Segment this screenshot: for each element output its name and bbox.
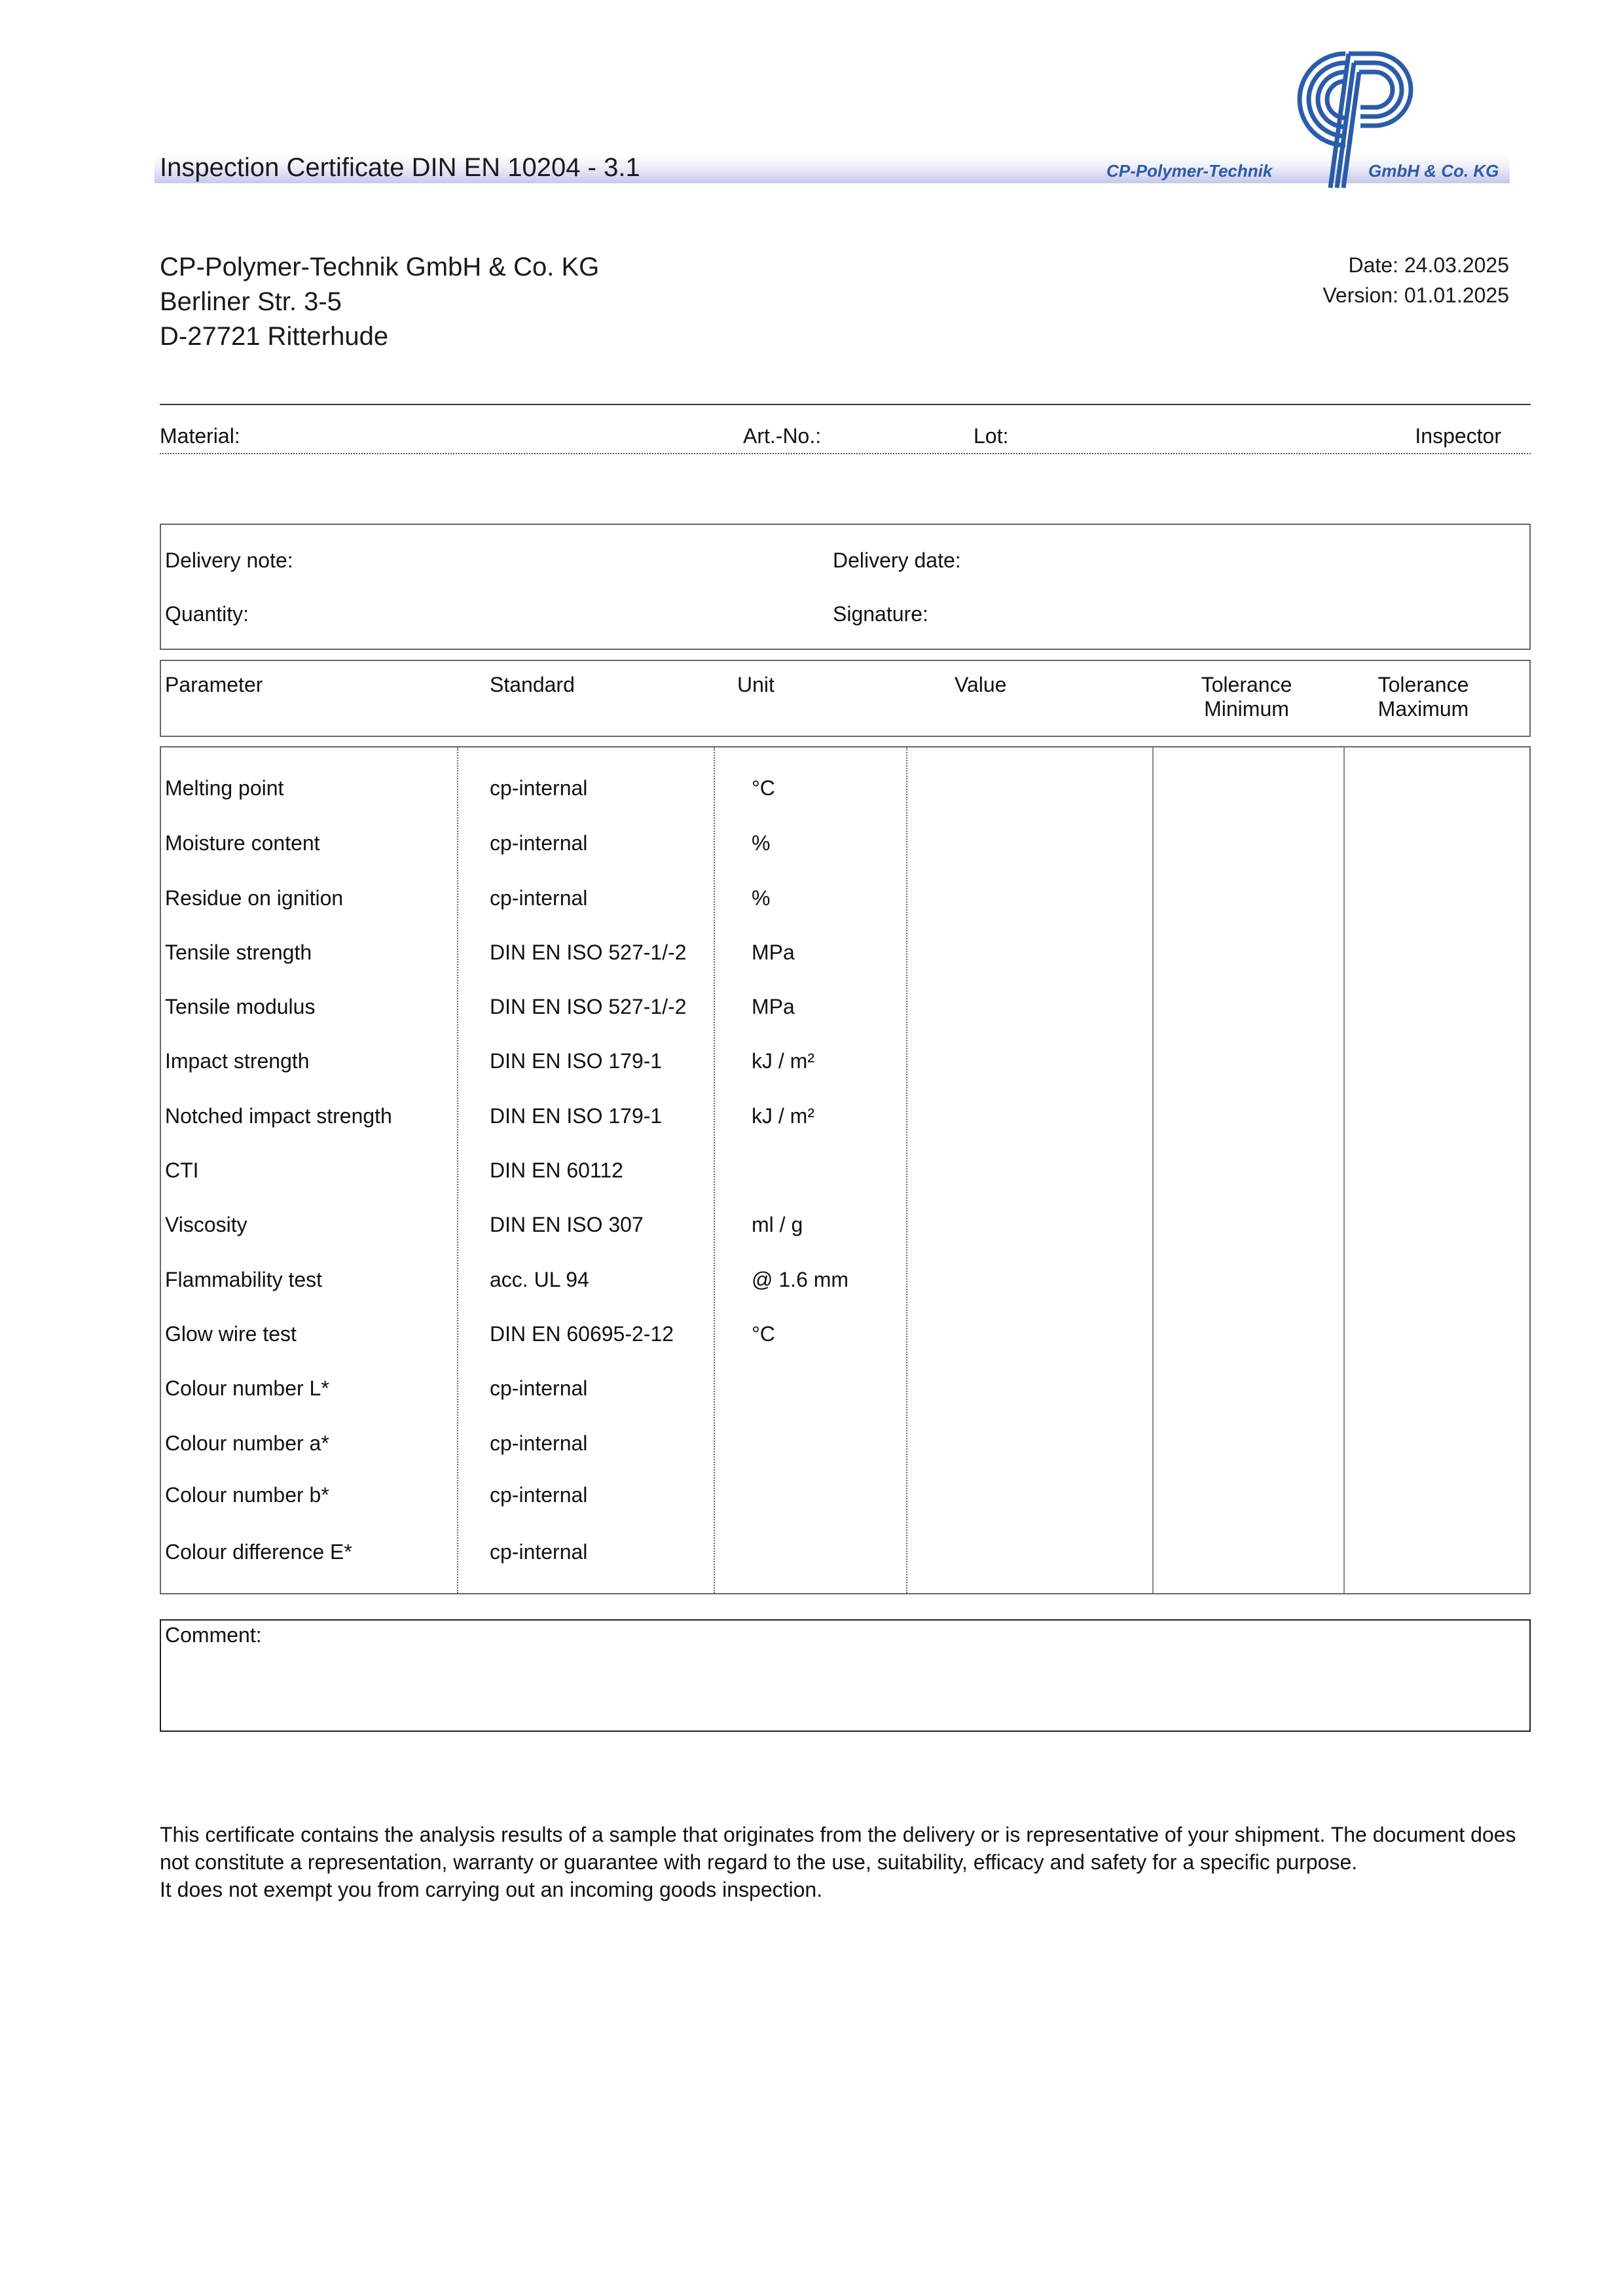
header-tolerance-min [1188,673,1305,721]
row-standard: DIN EN 60112 [490,1158,623,1182]
header-tolerance-min-line1: Tolerance [1201,673,1292,696]
row-parameter: Tensile modulus [165,995,316,1018]
header-tolerance-max [1364,673,1482,721]
column-divider [1152,747,1154,1593]
row-unit: kJ / m² [752,1104,814,1128]
company-logo-icon [1277,41,1427,191]
signature-label: Signature: [833,602,928,626]
row-unit: kJ / m² [752,1049,814,1073]
row-standard: DIN EN ISO 179-1 [490,1049,663,1073]
row-parameter: CTI [165,1158,199,1182]
row-parameter: Notched impact strength [165,1104,392,1128]
row-parameter: Colour difference E* [165,1540,352,1564]
row-standard: DIN EN ISO 527-1/-2 [490,941,687,964]
inspector-label: Inspector [1415,424,1501,448]
row-standard: DIN EN 60695-2-12 [490,1322,674,1346]
header-parameter: Parameter [165,673,263,696]
comment-label: Comment: [165,1623,262,1647]
header-tolerance-max-line2: Maximum [1377,697,1469,721]
table-header [160,660,1531,737]
delivery-note-label: Delivery note: [165,548,293,572]
delivery-box [160,524,1531,650]
disclaimer-note: It does not exempt you from carrying out an incoming goods inspection. [160,1878,823,1901]
version-line [1322,280,1509,310]
row-unit: % [752,831,771,855]
version-value: 01.01.2025 [1404,283,1509,307]
row-parameter: Residue on ignition [165,886,344,910]
row-standard: acc. UL 94 [490,1268,589,1291]
date-value: 24.03.2025 [1404,253,1509,277]
row-parameter: Melting point [165,776,284,800]
row-standard: cp-internal [490,1431,588,1455]
row-parameter: Colour number L* [165,1376,329,1400]
row-standard: cp-internal [490,1483,588,1507]
company-city: D-27721 Ritterhude [160,322,389,351]
row-parameter: Flammability test [165,1268,323,1291]
row-unit: ml / g [752,1213,803,1236]
version-label: Version: [1322,283,1398,307]
row-parameter: Tensile strength [165,941,312,964]
column-divider [457,747,458,1593]
row-unit: MPa [752,941,795,964]
brand-legal-form: GmbH & Co. KG [1368,161,1499,181]
row-parameter: Colour number a* [165,1431,329,1455]
quantity-label: Quantity: [165,602,249,626]
company-street: Berliner Str. 3-5 [160,287,342,316]
row-unit: °C [752,1322,775,1346]
row-parameter: Viscosity [165,1213,247,1236]
company-name: CP-Polymer-Technik GmbH & Co. KG [160,253,600,281]
dotted-divider [160,453,1531,454]
brand-name: CP-Polymer-Technik [1106,161,1273,181]
row-standard: DIN EN ISO 179-1 [490,1104,663,1128]
row-standard: cp-internal [490,1540,588,1564]
header-standard: Standard [490,673,575,696]
material-label: Material: [160,424,240,448]
row-unit: MPa [752,995,795,1018]
disclaimer [160,1821,1528,1903]
disclaimer-text: This certificate contains the analysis results of a sample that originates from the delivery or is representative of your shipment. The document does not constitute a representation, warranty or guarantee with regard to the use, suitability, efficacy and safety for a specific purpose. [160,1823,1516,1874]
lot-label: Lot: [974,424,1009,448]
header-value: Value [955,673,1007,696]
header-unit: Unit [737,673,775,696]
header-tolerance-min-line2: Minimum [1204,697,1289,721]
row-parameter: Colour number b* [165,1483,329,1507]
page-title: Inspection Certificate DIN EN 10204 - 3.1 [160,153,640,182]
row-parameter: Impact strength [165,1049,310,1073]
column-divider [1343,747,1345,1593]
divider [160,404,1531,405]
column-divider [906,747,907,1593]
document-info [1322,250,1509,310]
delivery-date-label: Delivery date: [833,548,961,572]
header-tolerance-max-line1: Tolerance [1377,673,1469,696]
row-parameter: Moisture content [165,831,320,855]
row-standard: cp-internal [490,831,588,855]
parameter-table [160,746,1531,1594]
row-standard: cp-internal [490,776,588,800]
row-parameter: Glow wire test [165,1322,297,1346]
company-address [160,250,599,354]
row-unit: °C [752,776,775,800]
row-standard: DIN EN ISO 527-1/-2 [490,995,687,1018]
row-standard: cp-internal [490,886,588,910]
art-no-label: Art.-No.: [743,424,822,448]
column-divider [714,747,715,1593]
row-standard: cp-internal [490,1376,588,1400]
date-label: Date: [1348,253,1398,277]
row-unit: @ 1.6 mm [752,1268,849,1291]
date-line [1322,250,1509,280]
row-unit: % [752,886,771,910]
row-standard: DIN EN ISO 307 [490,1213,644,1236]
comment-box[interactable] [160,1619,1531,1732]
